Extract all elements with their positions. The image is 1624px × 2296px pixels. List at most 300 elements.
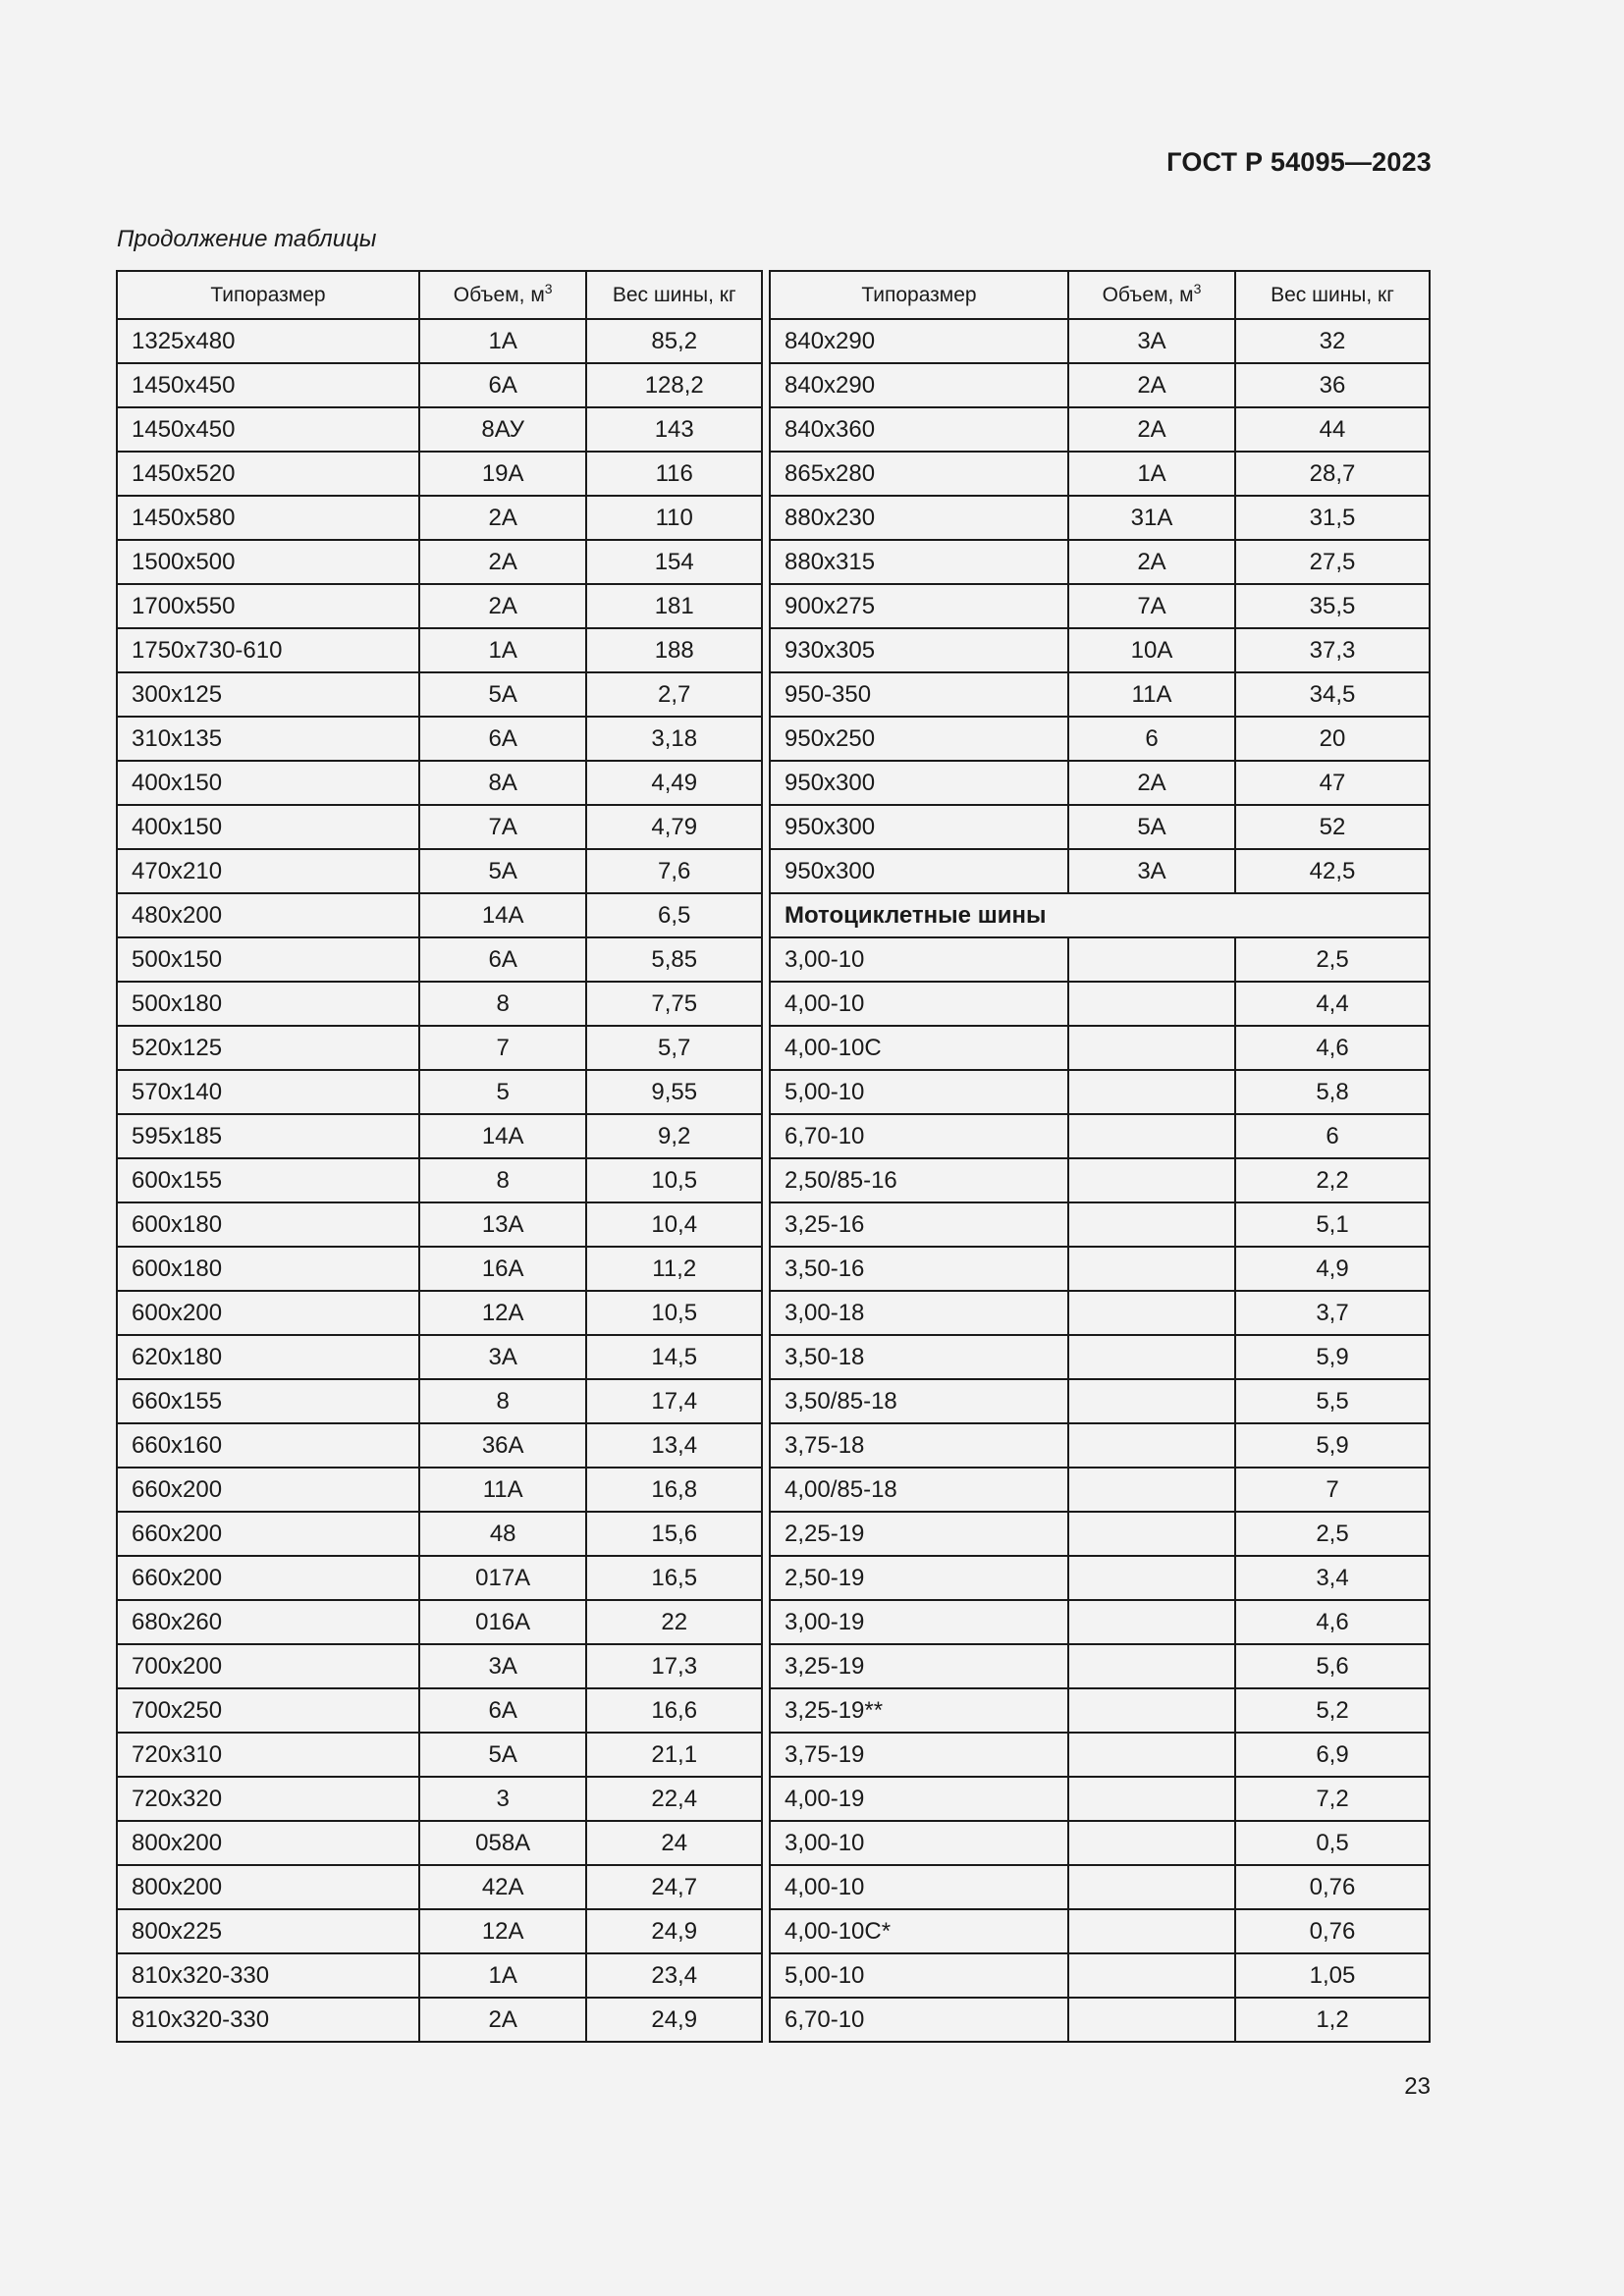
cell-volume: 2А xyxy=(419,540,587,584)
cell-volume: 6 xyxy=(1068,717,1235,761)
cell-volume: 8 xyxy=(419,982,587,1026)
cell-size: 3,00-10 xyxy=(770,1821,1068,1865)
cell-weight: 24,9 xyxy=(586,1909,762,1953)
cell-volume: 12А xyxy=(419,1909,587,1953)
cell-volume: 5 xyxy=(419,1070,587,1114)
cell-volume xyxy=(1068,1202,1235,1247)
cell-volume: 3 xyxy=(419,1777,587,1821)
table-row xyxy=(117,849,762,893)
cell-size: 2,50/85-16 xyxy=(770,1158,1068,1202)
cell-volume xyxy=(1068,1026,1235,1070)
cell-weight: 3,7 xyxy=(1235,1291,1430,1335)
table-row xyxy=(770,1335,1430,1379)
cell-volume: 016А xyxy=(419,1600,587,1644)
cell-size: 900х275 xyxy=(770,584,1068,628)
header-row xyxy=(770,271,1430,319)
tire-table xyxy=(116,270,1431,2043)
cell-volume: 13А xyxy=(419,1202,587,1247)
cell-size: 300х125 xyxy=(117,672,419,717)
column-header-volume: Объем, $м^3$ xyxy=(1068,271,1235,319)
column-header-weight: Вес шины, кг xyxy=(586,271,762,319)
cell-volume: 8АУ xyxy=(419,407,587,452)
table-row xyxy=(770,1468,1430,1512)
header-row xyxy=(117,271,762,319)
cell-size: 950-350 xyxy=(770,672,1068,717)
table-caption: Продолжение таблицы xyxy=(117,226,377,252)
cell-size: 865х280 xyxy=(770,452,1068,496)
left-table xyxy=(116,270,763,2043)
table-row xyxy=(770,1998,1430,2042)
cell-volume xyxy=(1068,1733,1235,1777)
cell-size: 1450х450 xyxy=(117,363,419,407)
table-row xyxy=(770,584,1430,628)
table-row xyxy=(770,717,1430,761)
cell-volume: 5А xyxy=(1068,805,1235,849)
table-row xyxy=(117,672,762,717)
cell-weight: 2,5 xyxy=(1235,1512,1430,1556)
cell-volume: 6А xyxy=(419,937,587,982)
table-row xyxy=(770,1953,1430,1998)
cell-size: 2,50-19 xyxy=(770,1556,1068,1600)
cell-size: 500х150 xyxy=(117,937,419,982)
cell-weight: 20 xyxy=(1235,717,1430,761)
cell-weight: 24 xyxy=(586,1821,762,1865)
cell-volume: 14А xyxy=(419,1114,587,1158)
cell-volume xyxy=(1068,1953,1235,1998)
cell-size: 3,00-18 xyxy=(770,1291,1068,1335)
cell-volume xyxy=(1068,982,1235,1026)
column-header-size: Типоразмер xyxy=(770,271,1068,319)
cell-weight: 5,2 xyxy=(1235,1688,1430,1733)
cell-weight: 27,5 xyxy=(1235,540,1430,584)
cell-size: 5,00-10 xyxy=(770,1070,1068,1114)
cell-weight: 4,49 xyxy=(586,761,762,805)
cell-volume xyxy=(1068,1688,1235,1733)
cell-volume: 11А xyxy=(419,1468,587,1512)
cell-volume: 19А xyxy=(419,452,587,496)
cell-volume: 11А xyxy=(1068,672,1235,717)
cell-volume: 3А xyxy=(1068,849,1235,893)
table-row xyxy=(770,1865,1430,1909)
cell-size: 1450х520 xyxy=(117,452,419,496)
cell-volume: 42А xyxy=(419,1865,587,1909)
table-row xyxy=(117,1202,762,1247)
table-row xyxy=(117,1688,762,1733)
cell-volume xyxy=(1068,1423,1235,1468)
table-row xyxy=(770,363,1430,407)
cell-size: 840х290 xyxy=(770,319,1068,363)
table-row xyxy=(770,1026,1430,1070)
cell-size: 4,00-10 xyxy=(770,1865,1068,1909)
cell-weight: 3,18 xyxy=(586,717,762,761)
cell-size: 310х135 xyxy=(117,717,419,761)
table-row xyxy=(117,761,762,805)
cell-size: 600х180 xyxy=(117,1247,419,1291)
cell-weight: 23,4 xyxy=(586,1953,762,1998)
cell-weight: 1,2 xyxy=(1235,1998,1430,2042)
cell-size: 1500х500 xyxy=(117,540,419,584)
cell-size: 810х320-330 xyxy=(117,1953,419,1998)
cell-weight: 4,6 xyxy=(1235,1026,1430,1070)
cell-volume xyxy=(1068,937,1235,982)
table-row xyxy=(117,1600,762,1644)
cell-size: 840х290 xyxy=(770,363,1068,407)
cell-weight: 24,9 xyxy=(586,1998,762,2042)
cell-size: 660х155 xyxy=(117,1379,419,1423)
cell-size: 400х150 xyxy=(117,805,419,849)
table-row xyxy=(770,1202,1430,1247)
cell-weight: 2,5 xyxy=(1235,937,1430,982)
cell-volume: 6А xyxy=(419,1688,587,1733)
cell-weight: 34,5 xyxy=(1235,672,1430,717)
table-row xyxy=(117,1909,762,1953)
table-row xyxy=(117,1291,762,1335)
cell-volume: 5А xyxy=(419,672,587,717)
cell-weight: 7,2 xyxy=(1235,1777,1430,1821)
cell-size: 660х200 xyxy=(117,1468,419,1512)
cell-volume: 10А xyxy=(1068,628,1235,672)
cell-size: 400х150 xyxy=(117,761,419,805)
cell-size: 3,00-10 xyxy=(770,937,1068,982)
document-code: ГОСТ Р 54095—2023 xyxy=(1166,147,1432,177)
cell-weight: 15,6 xyxy=(586,1512,762,1556)
table-row xyxy=(770,319,1430,363)
cell-volume: 1А xyxy=(419,1953,587,1998)
table-row xyxy=(117,893,762,937)
cell-size: 4,00-10С* xyxy=(770,1909,1068,1953)
page-number: 23 xyxy=(1404,2073,1431,2100)
cell-weight: 5,9 xyxy=(1235,1335,1430,1379)
cell-volume: 058А xyxy=(419,1821,587,1865)
table-row xyxy=(117,584,762,628)
cell-weight: 42,5 xyxy=(1235,849,1430,893)
column-header-weight: Вес шины, кг xyxy=(1235,271,1430,319)
cell-weight: 5,5 xyxy=(1235,1379,1430,1423)
cell-volume xyxy=(1068,1644,1235,1688)
cell-weight: 128,2 xyxy=(586,363,762,407)
cell-volume: 3А xyxy=(419,1644,587,1688)
cell-weight: 11,2 xyxy=(586,1247,762,1291)
cell-weight: 6,9 xyxy=(1235,1733,1430,1777)
cell-weight: 9,55 xyxy=(586,1070,762,1114)
cell-volume: 2А xyxy=(419,496,587,540)
right-table xyxy=(769,270,1431,2043)
cell-size: 600х200 xyxy=(117,1291,419,1335)
cell-weight: 181 xyxy=(586,584,762,628)
table-row xyxy=(117,1335,762,1379)
cell-weight: 5,1 xyxy=(1235,1202,1430,1247)
cell-volume: 7А xyxy=(1068,584,1235,628)
cell-weight: 0,76 xyxy=(1235,1909,1430,1953)
table-row xyxy=(770,1158,1430,1202)
table-row xyxy=(770,805,1430,849)
cell-weight: 5,8 xyxy=(1235,1070,1430,1114)
cell-weight: 24,7 xyxy=(586,1865,762,1909)
table-row xyxy=(770,982,1430,1026)
cell-weight: 10,5 xyxy=(586,1291,762,1335)
table-row xyxy=(117,1733,762,1777)
cell-size: 880х230 xyxy=(770,496,1068,540)
table-row xyxy=(770,407,1430,452)
cell-volume: 7 xyxy=(419,1026,587,1070)
cell-weight: 0,76 xyxy=(1235,1865,1430,1909)
cell-weight: 14,5 xyxy=(586,1335,762,1379)
cell-volume xyxy=(1068,1556,1235,1600)
table-row xyxy=(770,628,1430,672)
cell-weight: 143 xyxy=(586,407,762,452)
cell-weight: 7 xyxy=(1235,1468,1430,1512)
cell-weight: 0,5 xyxy=(1235,1821,1430,1865)
table-row xyxy=(770,452,1430,496)
cell-size: 720х310 xyxy=(117,1733,419,1777)
cell-weight: 85,2 xyxy=(586,319,762,363)
table-row xyxy=(770,1909,1430,1953)
table-row xyxy=(117,717,762,761)
cell-weight: 22 xyxy=(586,1600,762,1644)
cell-weight: 17,3 xyxy=(586,1644,762,1688)
cell-size: 720х320 xyxy=(117,1777,419,1821)
cell-weight: 31,5 xyxy=(1235,496,1430,540)
cell-weight: 2,7 xyxy=(586,672,762,717)
cell-volume: 1А xyxy=(419,319,587,363)
cell-volume: 017А xyxy=(419,1556,587,1600)
cell-size: 700х250 xyxy=(117,1688,419,1733)
cell-size: 600х180 xyxy=(117,1202,419,1247)
cell-size: 4,00-10С xyxy=(770,1026,1068,1070)
cell-size: 800х200 xyxy=(117,1865,419,1909)
table-row xyxy=(117,1026,762,1070)
cell-weight: 36 xyxy=(1235,363,1430,407)
cell-weight: 4,4 xyxy=(1235,982,1430,1026)
table-row xyxy=(770,1688,1430,1733)
cell-volume: 31А xyxy=(1068,496,1235,540)
table-row xyxy=(117,1644,762,1688)
cell-weight: 16,5 xyxy=(586,1556,762,1600)
table-row xyxy=(770,1600,1430,1644)
cell-weight: 21,1 xyxy=(586,1733,762,1777)
cell-weight: 9,2 xyxy=(586,1114,762,1158)
cell-volume: 3А xyxy=(419,1335,587,1379)
table-row xyxy=(770,937,1430,982)
cell-weight: 35,5 xyxy=(1235,584,1430,628)
table-row xyxy=(770,1556,1430,1600)
cell-size: 1325х480 xyxy=(117,319,419,363)
table-row xyxy=(117,540,762,584)
cell-weight: 47 xyxy=(1235,761,1430,805)
table-row xyxy=(770,1291,1430,1335)
table-row xyxy=(117,1070,762,1114)
table-row xyxy=(770,1423,1430,1468)
cell-weight: 2,2 xyxy=(1235,1158,1430,1202)
cell-size: 595х185 xyxy=(117,1114,419,1158)
cell-volume xyxy=(1068,1379,1235,1423)
table-row xyxy=(770,1733,1430,1777)
table-row xyxy=(117,1953,762,1998)
table-row xyxy=(117,805,762,849)
table-row xyxy=(117,1247,762,1291)
cell-volume xyxy=(1068,1998,1235,2042)
cell-volume: 8А xyxy=(419,761,587,805)
cell-volume xyxy=(1068,1158,1235,1202)
cell-volume: 14А xyxy=(419,893,587,937)
cell-volume xyxy=(1068,1909,1235,1953)
cell-weight: 7,75 xyxy=(586,982,762,1026)
cell-weight: 52 xyxy=(1235,805,1430,849)
cell-weight: 16,6 xyxy=(586,1688,762,1733)
table-row xyxy=(770,849,1430,893)
cell-weight: 44 xyxy=(1235,407,1430,452)
cell-size: 570х140 xyxy=(117,1070,419,1114)
cell-weight: 37,3 xyxy=(1235,628,1430,672)
table-row xyxy=(117,628,762,672)
table-row xyxy=(117,1114,762,1158)
cell-volume: 8 xyxy=(419,1158,587,1202)
cell-weight: 17,4 xyxy=(586,1379,762,1423)
table-row xyxy=(117,319,762,363)
cell-size: 3,00-19 xyxy=(770,1600,1068,1644)
table-row xyxy=(117,1512,762,1556)
cell-volume xyxy=(1068,1468,1235,1512)
cell-size: 950х250 xyxy=(770,717,1068,761)
cell-volume: 2А xyxy=(419,1998,587,2042)
table-row xyxy=(117,1158,762,1202)
cell-weight: 4,6 xyxy=(1235,1600,1430,1644)
cell-volume xyxy=(1068,1335,1235,1379)
table-row xyxy=(770,1070,1430,1114)
table-row xyxy=(117,1379,762,1423)
cell-volume: 5А xyxy=(419,849,587,893)
cell-weight: 13,4 xyxy=(586,1423,762,1468)
cell-weight: 6,5 xyxy=(586,893,762,937)
cell-volume xyxy=(1068,1512,1235,1556)
cell-size: 880х315 xyxy=(770,540,1068,584)
cell-volume: 2А xyxy=(1068,363,1235,407)
cell-size: 680х260 xyxy=(117,1600,419,1644)
cell-size: 3,25-16 xyxy=(770,1202,1068,1247)
table-row xyxy=(770,672,1430,717)
cell-volume: 8 xyxy=(419,1379,587,1423)
cell-size: 950х300 xyxy=(770,761,1068,805)
cell-size: 1750х730-610 xyxy=(117,628,419,672)
cell-volume xyxy=(1068,1070,1235,1114)
cell-size: 660х200 xyxy=(117,1556,419,1600)
cell-volume: 2А xyxy=(1068,407,1235,452)
table-row xyxy=(117,937,762,982)
table-row xyxy=(770,496,1430,540)
cell-weight: 5,6 xyxy=(1235,1644,1430,1688)
cell-size: 470х210 xyxy=(117,849,419,893)
cell-size: 3,50/85-18 xyxy=(770,1379,1068,1423)
column-header-size: Типоразмер xyxy=(117,271,419,319)
table-row xyxy=(117,982,762,1026)
cell-size: 930х305 xyxy=(770,628,1068,672)
cell-weight: 5,7 xyxy=(586,1026,762,1070)
cell-weight: 116 xyxy=(586,452,762,496)
cell-size: 1700х550 xyxy=(117,584,419,628)
cell-size: 810х320-330 xyxy=(117,1998,419,2042)
cell-volume: 36А xyxy=(419,1423,587,1468)
cell-volume xyxy=(1068,1114,1235,1158)
table-row xyxy=(770,1379,1430,1423)
cell-weight: 4,9 xyxy=(1235,1247,1430,1291)
cell-size: 700х200 xyxy=(117,1644,419,1688)
cell-volume: 7А xyxy=(419,805,587,849)
cell-size: 3,50-16 xyxy=(770,1247,1068,1291)
cell-size: 500х180 xyxy=(117,982,419,1026)
cell-size: 950х300 xyxy=(770,805,1068,849)
cell-volume: 2А xyxy=(1068,761,1235,805)
cell-volume xyxy=(1068,1821,1235,1865)
cell-size: 480х200 xyxy=(117,893,419,937)
cell-volume xyxy=(1068,1291,1235,1335)
cell-weight: 110 xyxy=(586,496,762,540)
cell-weight: 32 xyxy=(1235,319,1430,363)
cell-weight: 4,79 xyxy=(586,805,762,849)
table-row xyxy=(117,452,762,496)
table-row xyxy=(770,1644,1430,1688)
cell-size: 620х180 xyxy=(117,1335,419,1379)
table-row xyxy=(117,1998,762,2042)
cell-size: 5,00-10 xyxy=(770,1953,1068,1998)
cell-volume xyxy=(1068,1247,1235,1291)
cell-weight: 3,4 xyxy=(1235,1556,1430,1600)
cell-size: 4,00/85-18 xyxy=(770,1468,1068,1512)
cell-size: 3,50-18 xyxy=(770,1335,1068,1379)
table-row xyxy=(117,363,762,407)
cell-volume: 48 xyxy=(419,1512,587,1556)
cell-weight: 28,7 xyxy=(1235,452,1430,496)
cell-weight: 22,4 xyxy=(586,1777,762,1821)
table-row xyxy=(770,1512,1430,1556)
cell-volume: 16А xyxy=(419,1247,587,1291)
table-row xyxy=(117,1468,762,1512)
cell-size: 1450х450 xyxy=(117,407,419,452)
cell-volume xyxy=(1068,1865,1235,1909)
cell-weight: 5,85 xyxy=(586,937,762,982)
cell-size: 3,75-19 xyxy=(770,1733,1068,1777)
section-title: Мотоциклетные шины xyxy=(770,893,1430,937)
cell-volume: 6А xyxy=(419,363,587,407)
table-row xyxy=(117,1556,762,1600)
table-row xyxy=(117,1821,762,1865)
cell-weight: 188 xyxy=(586,628,762,672)
cell-size: 2,25-19 xyxy=(770,1512,1068,1556)
cell-volume xyxy=(1068,1777,1235,1821)
table-row xyxy=(117,407,762,452)
cell-weight: 7,6 xyxy=(586,849,762,893)
section-row xyxy=(770,893,1430,937)
cell-size: 4,00-19 xyxy=(770,1777,1068,1821)
cell-size: 3,25-19** xyxy=(770,1688,1068,1733)
table-row xyxy=(770,1821,1430,1865)
table-row xyxy=(770,540,1430,584)
cell-volume: 1А xyxy=(419,628,587,672)
cell-weight: 10,4 xyxy=(586,1202,762,1247)
table-row xyxy=(770,1114,1430,1158)
cell-size: 660х200 xyxy=(117,1512,419,1556)
cell-size: 6,70-10 xyxy=(770,1114,1068,1158)
cell-volume: 6А xyxy=(419,717,587,761)
table-row xyxy=(770,1777,1430,1821)
cell-size: 800х200 xyxy=(117,1821,419,1865)
cell-volume: 2А xyxy=(419,584,587,628)
table-row xyxy=(117,1423,762,1468)
table-row xyxy=(117,1865,762,1909)
cell-volume: 3А xyxy=(1068,319,1235,363)
table-row xyxy=(117,1777,762,1821)
cell-weight: 154 xyxy=(586,540,762,584)
cell-size: 3,25-19 xyxy=(770,1644,1068,1688)
